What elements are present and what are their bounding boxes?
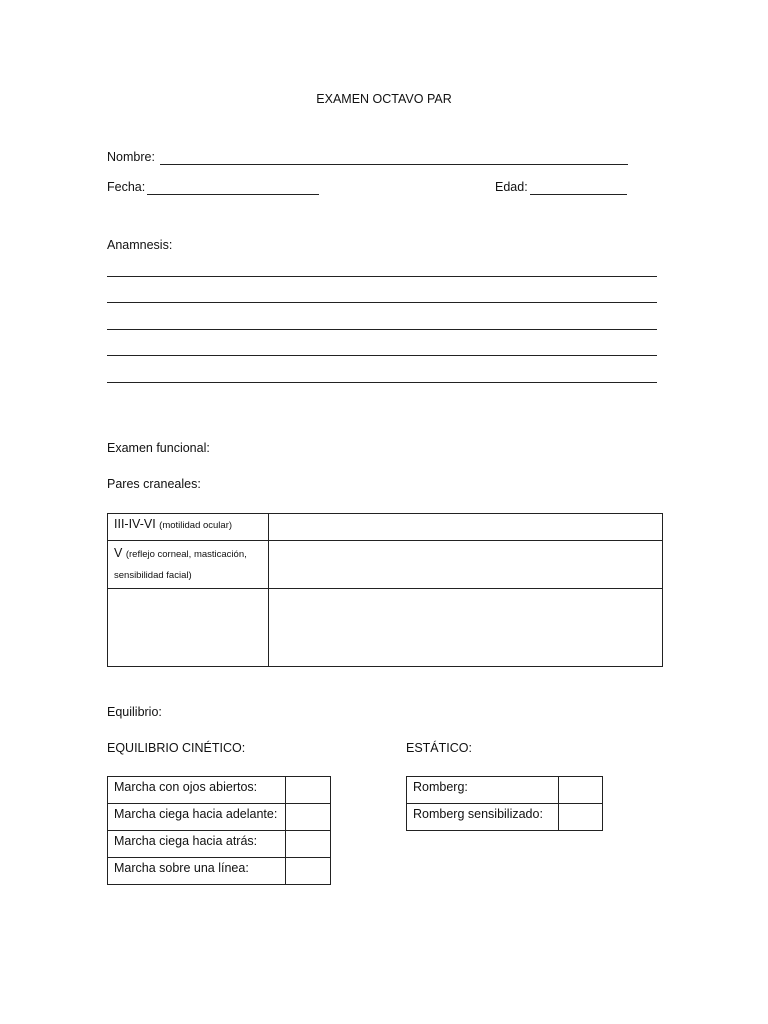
nerve-label: V	[114, 546, 123, 560]
table-row	[108, 804, 331, 831]
cranial-result-cell[interactable]	[269, 514, 663, 541]
test-result-cell[interactable]	[559, 804, 603, 831]
edad-field[interactable]	[530, 194, 627, 195]
nerve-note: (reflejo corneal, masticación,	[125, 549, 247, 560]
cranial-nerves-table	[107, 513, 663, 667]
anamnesis-line[interactable]	[107, 302, 657, 303]
page-title: EXAMEN OCTAVO PAR	[316, 92, 452, 106]
test-result-cell[interactable]	[286, 831, 331, 858]
test-result-cell[interactable]	[286, 777, 331, 804]
anamnesis-line[interactable]	[107, 329, 657, 330]
test-result-cell[interactable]	[559, 777, 603, 804]
fecha-label: Fecha:	[107, 180, 146, 194]
nombre-label: Nombre:	[107, 150, 155, 164]
anamnesis-line[interactable]	[107, 276, 657, 277]
cranial-result-cell[interactable]	[269, 589, 663, 667]
test-label: Marcha ciega hacia atrás:	[108, 831, 286, 858]
test-result-cell[interactable]	[286, 858, 331, 885]
pares-craneales-heading: Pares craneales:	[107, 477, 201, 491]
nerve-label: III-IV-VI	[114, 517, 156, 531]
anamnesis-line[interactable]	[107, 382, 657, 383]
table-row	[108, 514, 663, 541]
edad-label: Edad:	[495, 180, 528, 194]
cranial-nerve-cell	[108, 541, 269, 589]
test-label: Romberg sensibilizado:	[407, 804, 559, 831]
equilibrio-heading: Equilibrio:	[107, 705, 162, 719]
table-row	[108, 777, 331, 804]
table-row	[108, 589, 663, 667]
test-label: Marcha sobre una línea:	[108, 858, 286, 885]
cranial-result-cell[interactable]	[269, 541, 663, 589]
equilibrio-cinetico-heading: EQUILIBRIO CINÉTICO:	[107, 741, 246, 755]
table-row	[108, 858, 331, 885]
cranial-nerve-cell[interactable]	[108, 589, 269, 667]
anamnesis-label: Anamnesis:	[107, 238, 173, 252]
nerve-note: sensibilidad facial)	[114, 570, 192, 581]
test-result-cell[interactable]	[286, 804, 331, 831]
test-label: Marcha con ojos abiertos:	[108, 777, 286, 804]
table-row	[108, 831, 331, 858]
table-row	[407, 804, 603, 831]
static-equilibrium-table	[406, 776, 603, 831]
cranial-nerve-cell	[108, 514, 269, 541]
table-row	[407, 777, 603, 804]
estatico-heading: ESTÁTICO:	[406, 741, 472, 755]
anamnesis-line[interactable]	[107, 355, 657, 356]
test-label: Romberg:	[407, 777, 559, 804]
table-row	[108, 541, 663, 589]
test-label: Marcha ciega hacia adelante:	[108, 804, 286, 831]
kinetic-equilibrium-table	[107, 776, 331, 885]
examen-funcional-heading: Examen funcional:	[107, 441, 210, 455]
fecha-field[interactable]	[147, 194, 319, 195]
nombre-field[interactable]	[160, 164, 628, 165]
nerve-note: (motilidad ocular)	[159, 520, 233, 531]
